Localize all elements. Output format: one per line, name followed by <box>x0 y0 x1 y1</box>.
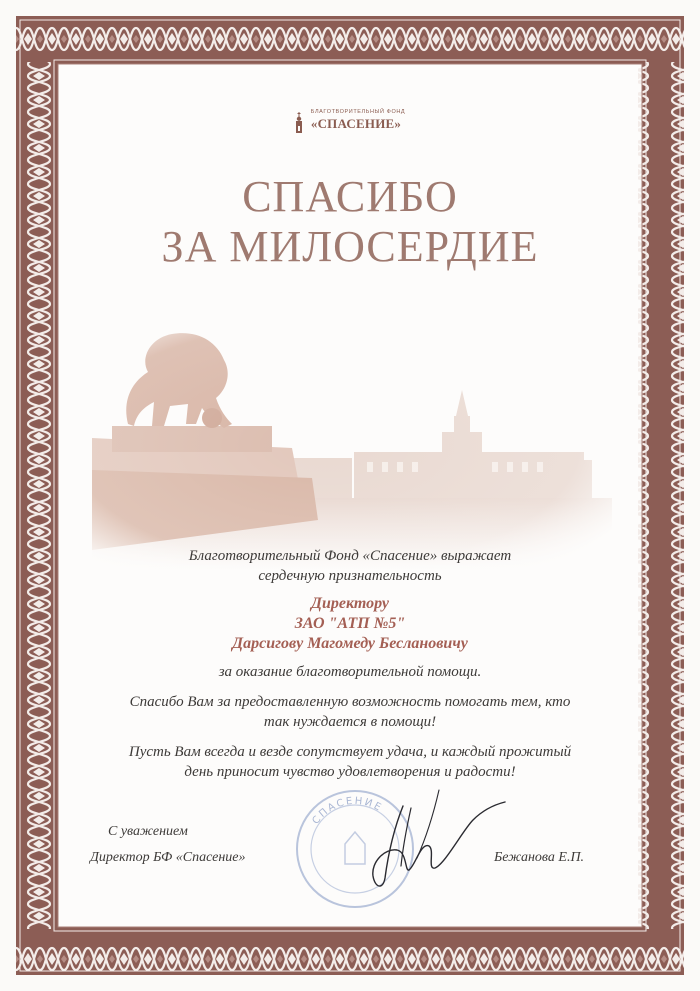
wish-line2: день приносит чувство удовлетворения и радости! <box>184 764 516 780</box>
lion-embankment-illustration <box>92 320 612 570</box>
certificate-title-line2: ЗА МИЛОСЕРДИЕ <box>161 222 539 271</box>
intro-line2: сердечную признательность <box>258 568 442 584</box>
foundation-logo <box>0 108 700 133</box>
certificate-title-line1: СПАСИБО <box>242 172 458 221</box>
signer-name: Бежанова Е.П. <box>494 850 585 865</box>
intro-line1: Благотворительный Фонд «Спасение» выражает <box>188 548 512 564</box>
church-icon <box>295 112 305 134</box>
reason-line: за оказание благотворительной помощи. <box>218 664 482 680</box>
thanks-line2: так нуждается в помощи! <box>263 714 437 730</box>
logo-subtitle: БЛАГОТВОРИТЕЛЬНЫЙ ФОНД <box>310 109 406 115</box>
signer-position: Директор БФ «Спасение» <box>90 850 246 865</box>
handwritten-signature <box>345 786 515 896</box>
recipient-name: Дарсигову Магомеду Беслановичу <box>232 635 468 652</box>
recipient-role: Директору <box>311 595 389 612</box>
svg-text:СПАСЕНИЕ: СПАСЕНИЕ <box>310 795 385 827</box>
wish-line1: Пусть Вам всегда и везде сопутствует удача, и каждый прожитый <box>128 744 572 760</box>
regards-text: С уважением <box>108 824 188 839</box>
logo-title: «СПАСЕНИЕ» <box>310 116 402 131</box>
thanks-line1: Спасибо Вам за предоставленную возможность помогать тем, кто <box>129 694 571 710</box>
recipient-organization: ЗАО "АТП №5" <box>294 615 406 632</box>
